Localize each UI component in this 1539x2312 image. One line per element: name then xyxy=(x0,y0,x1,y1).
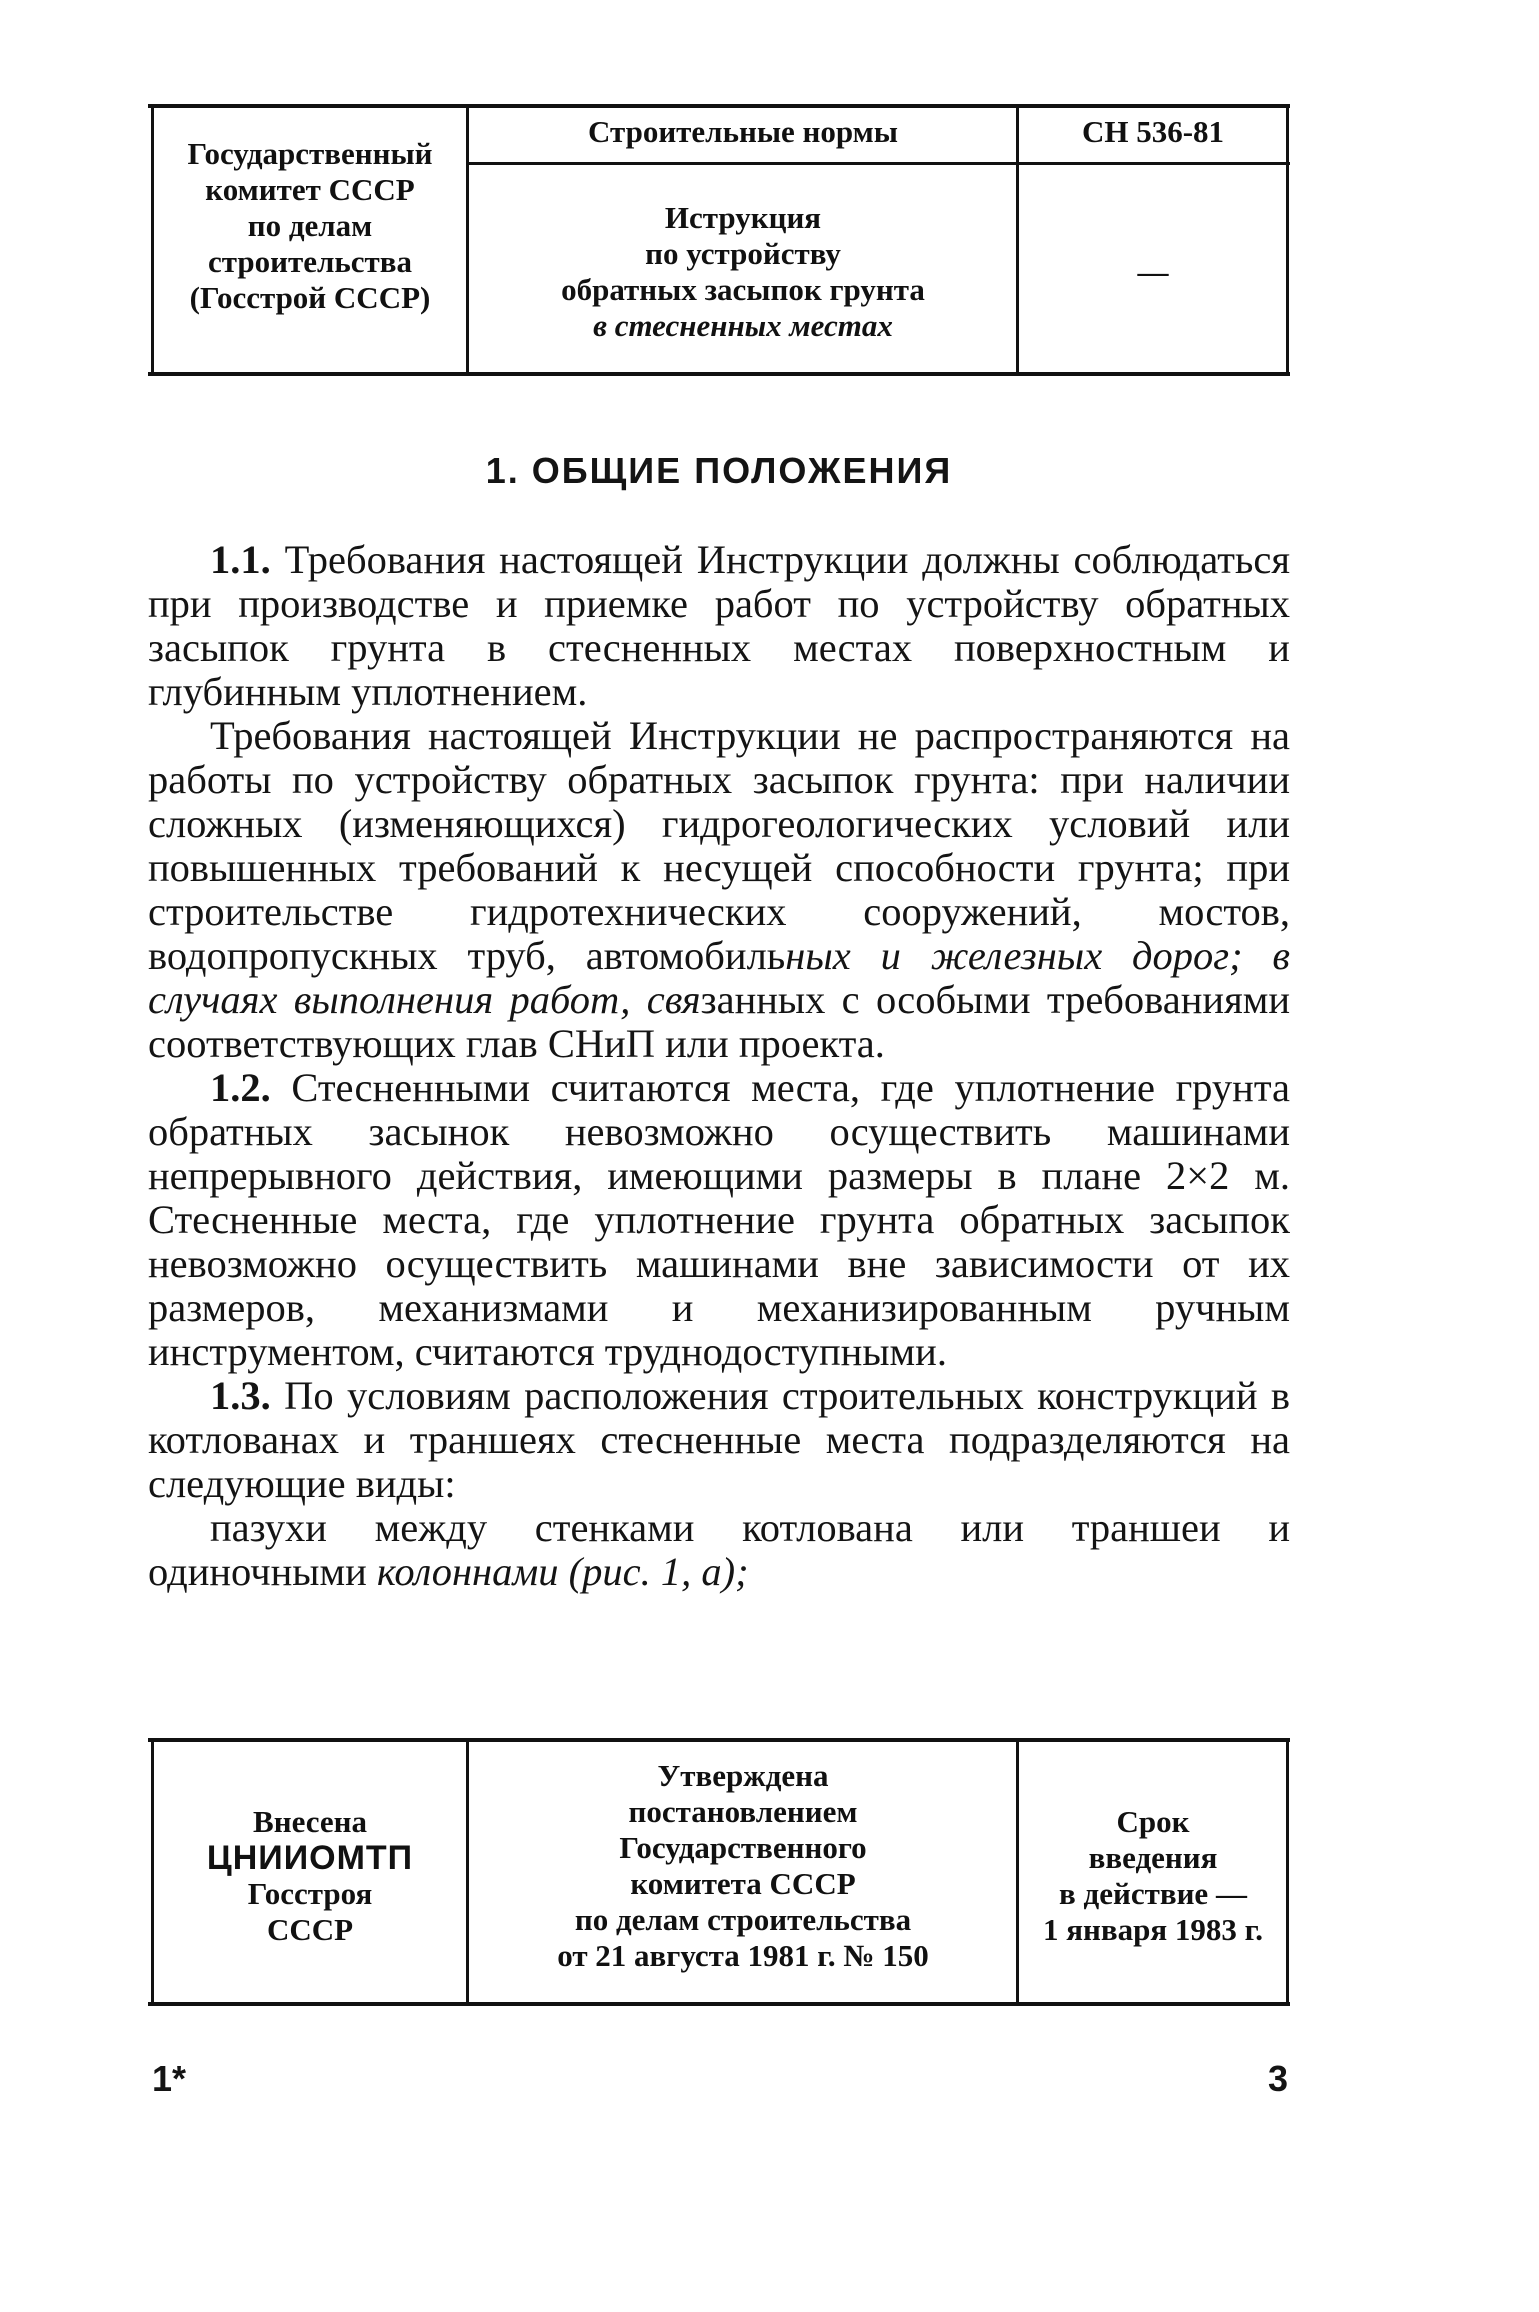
clause-text-italic: колоннами (рис. 1, а); xyxy=(376,1549,749,1594)
effective-line: введения xyxy=(1088,1840,1218,1875)
approved-line: постановлением xyxy=(628,1794,858,1829)
document-code: СН 536-81 xyxy=(1081,114,1225,149)
title-line: по устройству xyxy=(645,236,841,271)
paragraph-1-1-continued xyxy=(148,714,1290,1066)
header-top-rule xyxy=(148,104,1290,108)
paragraph-1-1 xyxy=(148,538,1290,714)
body-text xyxy=(148,538,1290,1594)
effective-line: Срок xyxy=(1116,1804,1190,1839)
clause-text-italic: ных и железных дорог; в случаях выполнения работ, свя xyxy=(148,933,1290,1022)
clause-text: По условиям расположения строительных конструкций в котлованах и траншеях стесненные места подразделяются на следующие виды: xyxy=(148,1373,1291,1506)
header-mid-rule xyxy=(468,162,1290,165)
footer-right-border xyxy=(1286,1742,1289,2002)
approved-line: по делам строительства xyxy=(574,1902,912,1937)
header-table xyxy=(148,104,1290,376)
document-type: Строительные нормы xyxy=(588,114,898,149)
paragraph-1-2 xyxy=(148,1066,1290,1374)
footer-divider-1 xyxy=(466,1742,469,2002)
org-line: по делам xyxy=(247,208,373,243)
approved-line: от 21 августа 1981 г. № 150 xyxy=(557,1938,929,1973)
title-line: Иструкция xyxy=(664,200,822,235)
approved-line: Государственного xyxy=(619,1830,867,1865)
footer-top-rule xyxy=(148,1738,1290,1742)
footer-bottom-rule xyxy=(148,2002,1290,2006)
footer-divider-2 xyxy=(1016,1742,1019,2002)
header-divider-1 xyxy=(466,108,469,372)
approved-line: Утверждена xyxy=(657,1758,829,1793)
effective-date xyxy=(1020,1804,1286,1948)
clause-number: 1.3. xyxy=(210,1373,271,1418)
effective-line: в действие — xyxy=(1059,1876,1247,1911)
clause-text: занных с особыми требованиями соответствующих глав СНиП или проекта. xyxy=(148,977,1290,1066)
paragraph-1-3-item xyxy=(148,1506,1290,1594)
paragraph-1-3 xyxy=(148,1374,1290,1506)
submitted-line: ЦНИИОМТП xyxy=(206,1839,414,1877)
effective-line: 1 января 1983 г. xyxy=(1043,1912,1263,1947)
issuing-organization xyxy=(154,136,466,316)
clause-number: 1.1. xyxy=(210,537,271,582)
clause-text: Требования настоящей Инструкции не распространяются на работы по устройству обратных засыпок грунта: при наличии сложных (изменяющихся) гидрогеологических условий или повышенных требований к несущей способности грунта; при строительстве гидротехнических сооружений, мостов, водопропускных труб, автомобиль xyxy=(148,713,1290,978)
submitted-line: СССР xyxy=(266,1912,354,1947)
title-line: обратных засыпок грунта xyxy=(561,272,925,307)
clause-text: Стесненными считаются места, где уплотнение грунта обратных засынок невозможно осуществить машинами непрерывного действия, имеющими размеры в плане 2×2 м. Стесненные места, где уплотнение грунта обратных засыпок невозможно осуществить машинами вне зависимости от их размеров, механизмами и механизированным ручным инструментом, считаются труднодоступными. xyxy=(148,1065,1290,1374)
submitted-line: Внесена xyxy=(253,1804,367,1839)
clause-number: 1.2. xyxy=(210,1065,271,1110)
approved-line: комитета СССР xyxy=(630,1866,856,1901)
footer-table xyxy=(148,1738,1290,2006)
header-right-border xyxy=(1286,108,1289,372)
page-number: 3 xyxy=(1268,2058,1289,2099)
title-line-italic: в стесненных местах xyxy=(593,308,893,343)
section-title: 1. ОБЩИЕ ПОЛОЖЕНИЯ xyxy=(485,450,953,491)
signature-mark: 1* xyxy=(152,2058,187,2099)
header-bottom-rule xyxy=(148,372,1290,376)
org-line: строительства xyxy=(208,244,412,279)
submitted-line: Госстроя xyxy=(247,1876,373,1911)
org-line: комитет СССР xyxy=(205,172,415,207)
header-divider-2 xyxy=(1016,108,1019,372)
submitted-by xyxy=(154,1804,466,1948)
clause-text: пазухи между стенками котлована или траншеи и одиночными xyxy=(148,1505,1290,1594)
document-title xyxy=(470,200,1016,344)
org-line: (Госстрой СССР) xyxy=(189,280,431,315)
approved-by xyxy=(470,1758,1016,1974)
replaces-field: — xyxy=(1137,254,1169,289)
clause-text: Требования настоящей Инструкции должны соблюдаться при производстве и приемке работ по устройству обратных засыпок грунта в стесненных местах поверхностным и глубинным уплотнением. xyxy=(148,537,1291,714)
org-line: Государственный xyxy=(187,136,433,171)
